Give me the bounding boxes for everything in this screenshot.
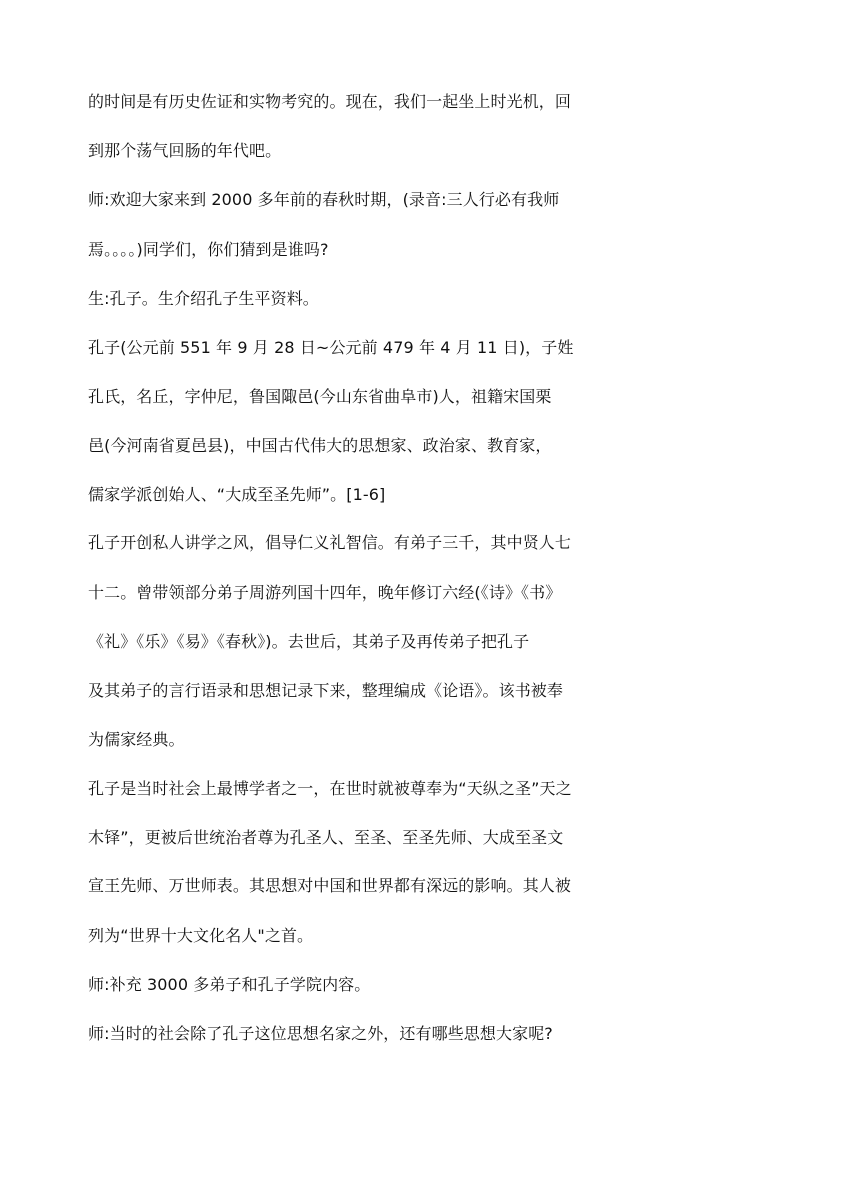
text-line: 宣王先师、万世师表。其思想对中国和世界都有深远的影响。其人被 [88, 876, 572, 895]
text-line: 为儒家经典。 [88, 730, 185, 749]
text-line: 邑(今河南省夏邑县)，中国古代伟大的思想家、政治家、教育家， [88, 436, 552, 455]
text-line: 十二。曾带领部分弟子周游列国十四年，晚年修订六经(《诗》《书》 [88, 583, 562, 602]
text-line: 师:补充 3000 多弟子和孔子学院内容。 [88, 975, 371, 994]
text-line: 的时间是有历史佐证和实物考究的。现在，我们一起坐上时光机，回 [88, 92, 572, 111]
text-line: 到那个荡气回肠的年代吧。 [88, 141, 282, 160]
text-line: 列为“世界十大文化名人"之首。 [88, 926, 314, 945]
text-line: 师:当时的社会除了孔子这位思想名家之外，还有哪些思想大家呢? [88, 1024, 553, 1043]
text-line: 孔子开创私人讲学之风，倡导仁义礼智信。有弟子三千，其中贤人七 [88, 533, 572, 552]
text-line: 生:孔子。生介绍孔子生平资料。 [88, 289, 319, 308]
text-line: 《礼》《乐》《易》《春秋》)。去世后，其弟子及再传弟子把孔子 [88, 632, 530, 651]
text-line: 师:欢迎大家来到 2000 多年前的春秋时期，(录音:三人行必有我师 [88, 190, 560, 209]
text-line: 及其弟子的言行语录和思想记录下来，整理编成《论语》。该书被奉 [88, 681, 564, 700]
text-line: 孔氏，名丘，字仲尼，鲁国陬邑(今山东省曲阜市)人，祖籍宋国栗 [88, 387, 552, 406]
text-line: 孔子(公元前 551 年 9 月 28 日~公元前 479 年 4 月 11 日)，子姓 [88, 338, 574, 357]
text-line: 木铎”，更被后世统治者尊为孔圣人、至圣、至圣先师、大成至圣文 [88, 828, 564, 847]
text-line: 孔子是当时社会上最博学者之一，在世时就被尊奉为“天纵之圣”天之 [88, 779, 572, 798]
text-line: 焉。。。。)同学们，你们猜到是谁吗? [88, 240, 329, 259]
text-line: 儒家学派创始人、“大成至圣先师”。[1-6] [88, 485, 386, 504]
